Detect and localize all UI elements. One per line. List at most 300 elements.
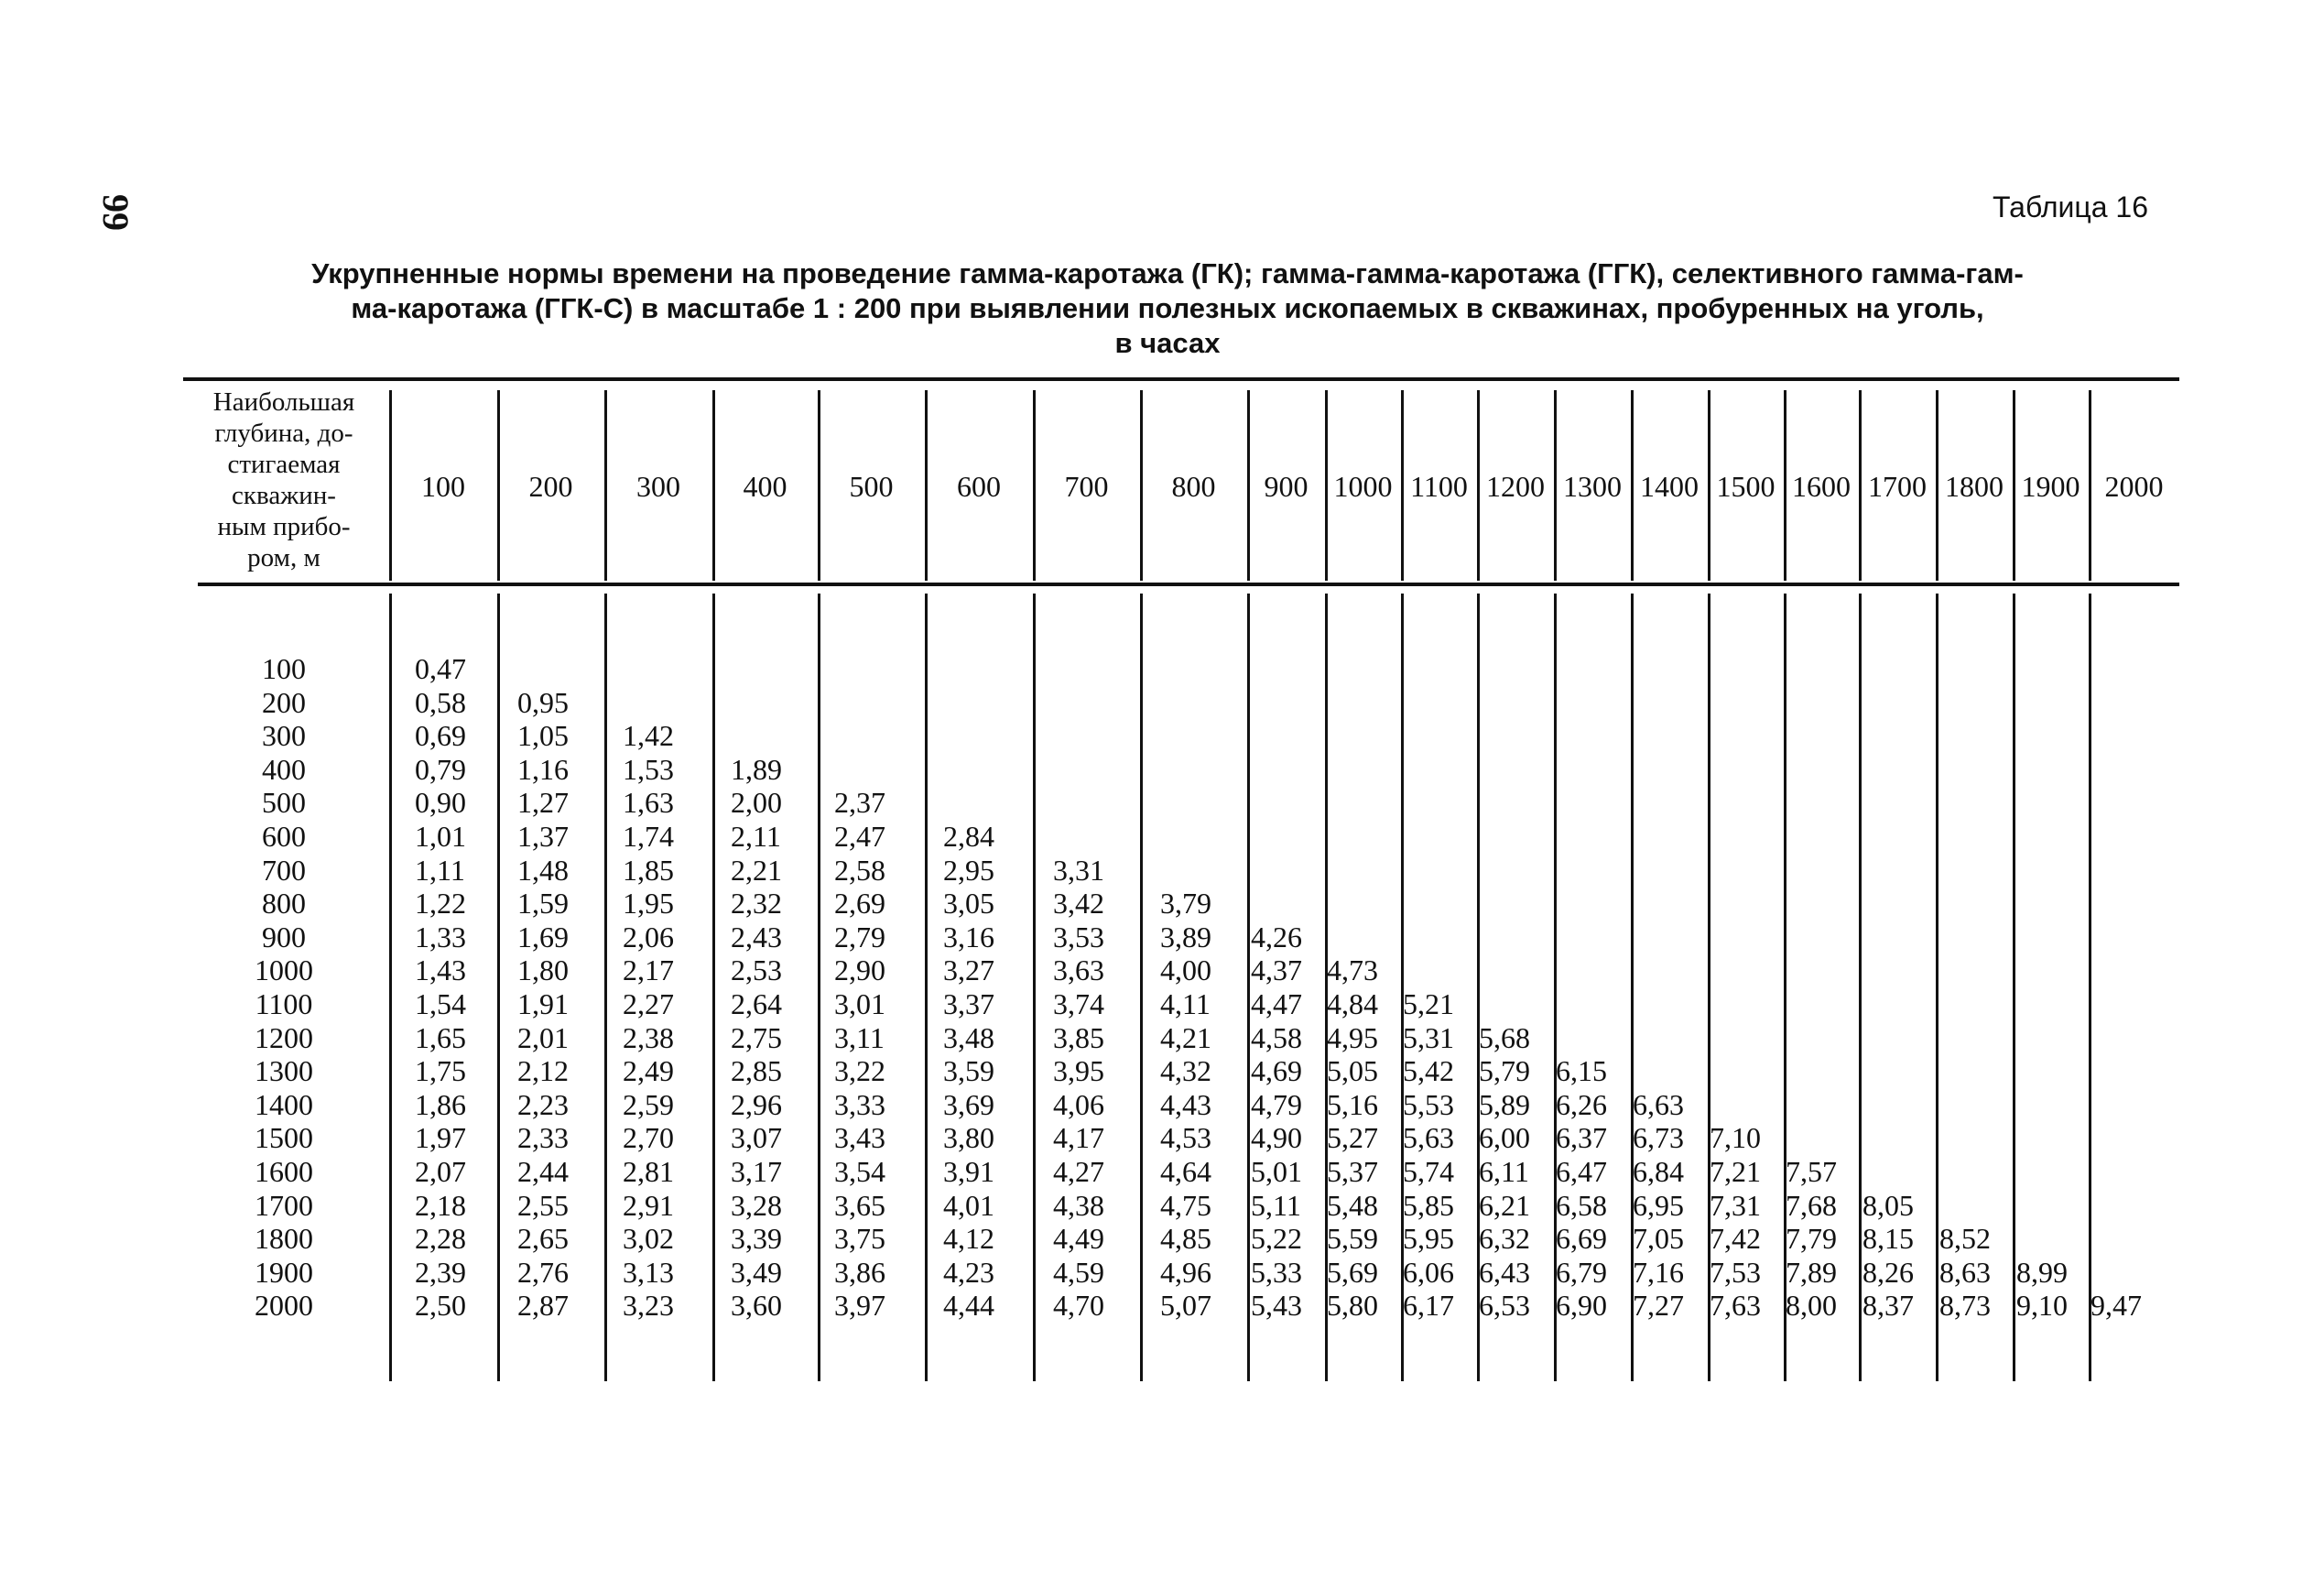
row-depth-label: 600 (262, 819, 306, 853)
table-cell: 2,81 (623, 1154, 674, 1188)
table-cell: 6,73 (1633, 1121, 1684, 1155)
table-cell: 4,21 (1160, 1020, 1211, 1054)
table-cell: 2,38 (623, 1020, 674, 1054)
table-cell: 3,89 (1160, 920, 1211, 953)
body-column-divider (1033, 594, 1036, 1381)
table-cell: 6,69 (1556, 1222, 1607, 1256)
table-cell: 5,89 (1479, 1087, 1530, 1121)
header-column-divider (1140, 390, 1143, 581)
table-cell: 1,95 (623, 887, 674, 921)
table-cell: 3,31 (1053, 853, 1104, 887)
table-cell: 7,21 (1710, 1154, 1761, 1188)
table-cell: 8,00 (1786, 1289, 1837, 1323)
table-cell: 4,11 (1160, 986, 1211, 1020)
header-column-divider (1708, 390, 1710, 581)
table-cell: 1,85 (623, 853, 674, 887)
value-column-1200 (1479, 652, 1530, 1323)
table-cell: 8,99 (2016, 1255, 2068, 1289)
table-cell: 0,47 (415, 652, 466, 685)
table-cell: 2,79 (834, 920, 885, 953)
table-cell: 1,27 (517, 786, 569, 820)
table-cell: 5,74 (1403, 1154, 1454, 1188)
table-cell: 4,64 (1160, 1154, 1211, 1188)
table-cell: 6,63 (1633, 1087, 1684, 1121)
table-cell: 5,85 (1403, 1188, 1454, 1222)
table-cell: 3,85 (1053, 1020, 1104, 1054)
row-depth-label: 1300 (255, 1054, 313, 1088)
body-column-divider (1140, 594, 1143, 1381)
table-cell: 7,31 (1710, 1188, 1761, 1222)
table-cell: 2,39 (415, 1255, 466, 1289)
table-cell: 5,16 (1327, 1087, 1378, 1121)
table-cell: 1,22 (415, 887, 466, 921)
table-cell: 4,43 (1160, 1087, 1211, 1121)
body-column-divider (1936, 594, 1938, 1381)
table-cell: 7,79 (1786, 1222, 1837, 1256)
table-cell: 2,47 (834, 819, 885, 853)
value-column-1500 (1710, 652, 1761, 1323)
table-cell: 0,58 (415, 685, 466, 719)
table-cell: 2,96 (731, 1087, 782, 1121)
table-cell: 3,48 (943, 1020, 994, 1054)
table-cell: 2,58 (834, 853, 885, 887)
table-cell: 5,59 (1327, 1222, 1378, 1256)
table-cell: 2,01 (517, 1020, 569, 1054)
column-header-1900: 1900 (2021, 469, 2080, 503)
body-column-divider (712, 594, 715, 1381)
table-cell: 5,21 (1403, 986, 1454, 1020)
table-cell: 2,53 (731, 953, 782, 987)
column-header-1300: 1300 (1563, 469, 1622, 503)
table-cell: 8,37 (1862, 1289, 1914, 1323)
table-cell: 6,79 (1556, 1255, 1607, 1289)
table-cell: 3,69 (943, 1087, 994, 1121)
row-depth-label: 1700 (255, 1188, 313, 1222)
header-column-divider (2013, 390, 2015, 581)
table-cell: 1,33 (415, 920, 466, 953)
row-depth-label: 1100 (255, 986, 313, 1020)
table-cell: 5,37 (1327, 1154, 1378, 1188)
depth-header-line: Наибольшая (212, 387, 355, 417)
table-cell: 3,39 (731, 1222, 782, 1256)
row-depth-label: 1200 (255, 1020, 313, 1054)
header-column-divider (2089, 390, 2091, 581)
table-cell: 1,86 (415, 1087, 466, 1121)
table-cell: 6,00 (1479, 1121, 1530, 1155)
table-cell: 5,31 (1403, 1020, 1454, 1054)
table-cell: 3,75 (834, 1222, 885, 1256)
value-column-200 (517, 652, 569, 1323)
table-cell: 3,65 (834, 1188, 885, 1222)
table-cell: 7,10 (1710, 1121, 1761, 1155)
table-cell: 4,79 (1251, 1087, 1302, 1121)
header-column-divider (712, 390, 715, 581)
table-cell: 0,69 (415, 719, 466, 753)
table-cell: 1,91 (517, 986, 569, 1020)
table-cell: 4,06 (1053, 1087, 1104, 1121)
column-header-500: 500 (849, 469, 894, 503)
table-cell: 8,05 (1862, 1188, 1914, 1222)
table-cell: 2,21 (731, 853, 782, 887)
body-column-divider (604, 594, 607, 1381)
value-column-300 (623, 652, 674, 1323)
depth-header-line: скважин- (232, 481, 336, 510)
table-cell: 7,05 (1633, 1222, 1684, 1256)
table-cell: 2,12 (517, 1054, 569, 1088)
table-cell: 2,49 (623, 1054, 674, 1088)
table-cell: 6,58 (1556, 1188, 1607, 1222)
row-depth-label: 1800 (255, 1222, 313, 1256)
table-cell: 4,17 (1053, 1121, 1104, 1155)
value-column-100 (415, 652, 466, 1323)
table-cell: 1,75 (415, 1054, 466, 1088)
header-column-divider (1401, 390, 1404, 581)
table-title (183, 256, 2152, 361)
table-cell: 2,37 (834, 786, 885, 820)
table-cell: 7,42 (1710, 1222, 1761, 1256)
value-column-1000 (1327, 652, 1378, 1323)
table-cell: 2,87 (517, 1289, 569, 1323)
column-header-100: 100 (421, 469, 465, 503)
table-cell: 2,69 (834, 887, 885, 921)
table-cell: 5,27 (1327, 1121, 1378, 1155)
table-cell: 1,54 (415, 986, 466, 1020)
table-cell: 1,43 (415, 953, 466, 987)
table-cell: 7,16 (1633, 1255, 1684, 1289)
header-column-divider (925, 390, 928, 581)
table-cell: 6,21 (1479, 1188, 1530, 1222)
table-cell: 2,75 (731, 1020, 782, 1054)
column-header-400: 400 (743, 469, 787, 503)
table-cell: 2,64 (731, 986, 782, 1020)
depth-column-header (179, 387, 388, 573)
table-cell: 1,11 (415, 853, 465, 887)
table-cell: 4,44 (943, 1289, 994, 1323)
table-cell: 3,74 (1053, 986, 1104, 1020)
body-column-divider (925, 594, 928, 1381)
value-column-1300 (1556, 652, 1607, 1323)
value-column-900 (1251, 652, 1302, 1323)
table-cell: 3,60 (731, 1289, 782, 1323)
body-column-divider (497, 594, 500, 1381)
header-column-divider (1554, 390, 1557, 581)
table-cell: 5,69 (1327, 1255, 1378, 1289)
table-cell: 5,07 (1160, 1289, 1211, 1323)
value-column-1800 (1939, 652, 1991, 1323)
table-cell: 5,33 (1251, 1255, 1302, 1289)
header-bottom-rule (198, 583, 2179, 586)
depth-header-line: глубина, до- (214, 419, 353, 448)
table-cell: 4,90 (1251, 1121, 1302, 1155)
table-cell: 6,26 (1556, 1087, 1607, 1121)
row-depth-label: 900 (262, 920, 306, 953)
row-depth-label: 2000 (255, 1289, 313, 1323)
table-cell: 2,91 (623, 1188, 674, 1222)
table-cell: 3,53 (1053, 920, 1104, 953)
title-line-2: ма-каротажа (ГГК-С) в масштабе 1 : 200 при выявлении полезных ископаемых в скважинах, пробуренных на уголь, (351, 292, 1984, 324)
table-cell: 1,48 (517, 853, 569, 887)
table-cell: 6,15 (1556, 1054, 1607, 1088)
table-cell: 1,74 (623, 819, 674, 853)
table-cell: 4,47 (1251, 986, 1302, 1020)
table-cell: 5,79 (1479, 1054, 1530, 1088)
header-column-divider (1477, 390, 1480, 581)
table-cell: 3,07 (731, 1121, 782, 1155)
table-cell: 3,79 (1160, 887, 1211, 921)
table-cell: 3,80 (943, 1121, 994, 1155)
table-cell: 2,07 (415, 1154, 466, 1188)
table-cell: 4,37 (1251, 953, 1302, 987)
table-cell: 1,05 (517, 719, 569, 753)
table-cell: 3,02 (623, 1222, 674, 1256)
table-cell: 2,00 (731, 786, 782, 820)
table-cell: 5,95 (1403, 1222, 1454, 1256)
table-cell: 4,32 (1160, 1054, 1211, 1088)
table-cell: 6,06 (1403, 1255, 1454, 1289)
table-cell: 6,37 (1556, 1121, 1607, 1155)
table-cell: 2,11 (731, 819, 781, 853)
depth-header-line: ным прибо- (217, 512, 351, 541)
table-cell: 4,75 (1160, 1188, 1211, 1222)
body-column-divider (2013, 594, 2015, 1381)
column-header-1700: 1700 (1868, 469, 1927, 503)
column-header-2000: 2000 (2104, 469, 2164, 503)
table-cell: 6,17 (1403, 1289, 1454, 1323)
header-column-divider (1936, 390, 1938, 581)
body-column-divider (389, 594, 392, 1381)
table-cell: 3,11 (834, 1020, 885, 1054)
table-cell: 2,90 (834, 953, 885, 987)
column-header-600: 600 (957, 469, 1001, 503)
table-cell: 7,63 (1710, 1289, 1761, 1323)
table-cell: 3,17 (731, 1154, 782, 1188)
row-depth-label: 300 (262, 719, 306, 753)
table-cell: 5,05 (1327, 1054, 1378, 1088)
table-cell: 3,33 (834, 1087, 885, 1121)
row-depth-column (211, 652, 357, 1323)
table-cell: 1,37 (517, 819, 569, 853)
table-cell: 2,55 (517, 1188, 569, 1222)
table-cell: 3,22 (834, 1054, 885, 1088)
table-cell: 3,59 (943, 1054, 994, 1088)
table-cell: 2,59 (623, 1087, 674, 1121)
header-column-divider (1247, 390, 1250, 581)
table-cell: 2,17 (623, 953, 674, 987)
table-cell: 1,80 (517, 953, 569, 987)
table-cell: 2,23 (517, 1087, 569, 1121)
table-cell: 6,47 (1556, 1154, 1607, 1188)
table-cell: 7,53 (1710, 1255, 1761, 1289)
table-cell: 5,43 (1251, 1289, 1302, 1323)
table-cell: 4,27 (1053, 1154, 1104, 1188)
column-header-1500: 1500 (1716, 469, 1776, 503)
table-cell: 2,95 (943, 853, 994, 887)
table-cell: 4,38 (1053, 1188, 1104, 1222)
table-cell: 4,70 (1053, 1289, 1104, 1323)
value-column-2000 (2091, 652, 2142, 1323)
page-number: 99 (95, 194, 136, 231)
table-cell: 2,76 (517, 1255, 569, 1289)
table-cell: 3,43 (834, 1121, 885, 1155)
table-cell: 4,85 (1160, 1222, 1211, 1256)
column-header-1200: 1200 (1486, 469, 1545, 503)
table-cell: 4,84 (1327, 986, 1378, 1020)
row-depth-label: 400 (262, 752, 306, 786)
table-cell: 8,26 (1862, 1255, 1914, 1289)
row-depth-label: 200 (262, 685, 306, 719)
table-cell: 1,53 (623, 752, 674, 786)
table-cell: 2,85 (731, 1054, 782, 1088)
table-cell: 4,12 (943, 1222, 994, 1256)
table-cell: 3,42 (1053, 887, 1104, 921)
table-cell: 3,54 (834, 1154, 885, 1188)
table-cell: 5,01 (1251, 1154, 1302, 1188)
table-cell: 7,27 (1633, 1289, 1684, 1323)
row-depth-label: 1400 (255, 1087, 313, 1121)
title-line-3: в часах (1114, 327, 1221, 359)
table-cell: 3,27 (943, 953, 994, 987)
row-depth-label: 800 (262, 887, 306, 921)
body-column-divider (1859, 594, 1862, 1381)
value-column-800 (1160, 652, 1211, 1323)
table-cell: 3,23 (623, 1289, 674, 1323)
column-header-1400: 1400 (1640, 469, 1699, 503)
table-cell: 4,53 (1160, 1121, 1211, 1155)
table-cell: 3,37 (943, 986, 994, 1020)
column-header-1000: 1000 (1333, 469, 1393, 503)
table-cell: 1,69 (517, 920, 569, 953)
title-line-1: Укрупненные нормы времени на проведение гамма-каротажа (ГК); гамма-гамма-каротажа (ГГК), селективного гамма-гам- (311, 257, 2024, 289)
table-cell: 1,42 (623, 719, 674, 753)
header-column-divider (818, 390, 820, 581)
table-cell: 3,05 (943, 887, 994, 921)
table-cell: 3,13 (623, 1255, 674, 1289)
table-cell: 1,16 (517, 752, 569, 786)
row-depth-label: 100 (262, 652, 306, 685)
row-depth-label: 1500 (255, 1121, 313, 1155)
table-cell: 2,50 (415, 1289, 466, 1323)
table-cell: 4,59 (1053, 1255, 1104, 1289)
table-cell: 7,57 (1786, 1154, 1837, 1188)
table-cell: 6,32 (1479, 1222, 1530, 1256)
column-header-900: 900 (1264, 469, 1309, 503)
table-top-rule (183, 377, 2179, 381)
table-cell: 2,27 (623, 986, 674, 1020)
table-cell: 8,73 (1939, 1289, 1991, 1323)
table-cell: 3,16 (943, 920, 994, 953)
column-header-200: 200 (528, 469, 573, 503)
table-cell: 5,63 (1403, 1121, 1454, 1155)
table-cell: 2,33 (517, 1121, 569, 1155)
table-cell: 4,58 (1251, 1020, 1302, 1054)
table-cell: 4,95 (1327, 1020, 1378, 1054)
table-cell: 7,89 (1786, 1255, 1837, 1289)
table-cell: 3,86 (834, 1255, 885, 1289)
value-column-1900 (2016, 652, 2068, 1323)
table-cell: 2,44 (517, 1154, 569, 1188)
table-cell: 4,23 (943, 1255, 994, 1289)
table-cell: 5,48 (1327, 1188, 1378, 1222)
table-cell: 6,90 (1556, 1289, 1607, 1323)
table-cell: 1,89 (731, 752, 782, 786)
table-cell: 3,01 (834, 986, 885, 1020)
table-cell: 1,59 (517, 887, 569, 921)
body-column-divider (1247, 594, 1250, 1381)
table-label: Таблица 16 (1993, 191, 2148, 223)
table-cell: 1,65 (415, 1020, 466, 1054)
header-column-divider (604, 390, 607, 581)
table-cell: 3,95 (1053, 1054, 1104, 1088)
table-cell: 2,43 (731, 920, 782, 953)
header-column-divider (1859, 390, 1862, 581)
table-cell: 3,28 (731, 1188, 782, 1222)
table-cell: 5,53 (1403, 1087, 1454, 1121)
table-cell: 4,73 (1327, 953, 1378, 987)
row-depth-label: 1600 (255, 1154, 313, 1188)
table-cell: 1,01 (415, 819, 466, 853)
value-column-700 (1053, 652, 1104, 1323)
table-cell: 4,96 (1160, 1255, 1211, 1289)
table-cell: 0,95 (517, 685, 569, 719)
column-header-700: 700 (1064, 469, 1109, 503)
table-cell: 2,06 (623, 920, 674, 953)
header-column-divider (1325, 390, 1328, 581)
table-cell: 2,28 (415, 1222, 466, 1256)
table-cell: 7,68 (1786, 1188, 1837, 1222)
body-column-divider (818, 594, 820, 1381)
table-cell: 1,97 (415, 1121, 466, 1155)
table-cell: 5,80 (1327, 1289, 1378, 1323)
table-cell: 2,65 (517, 1222, 569, 1256)
header-column-divider (389, 390, 392, 581)
header-column-divider (1784, 390, 1786, 581)
table-cell: 4,26 (1251, 920, 1302, 953)
table-cell: 6,43 (1479, 1255, 1530, 1289)
table-cell: 2,32 (731, 887, 782, 921)
column-header-1800: 1800 (1945, 469, 2004, 503)
table-cell: 6,53 (1479, 1289, 1530, 1323)
value-column-1100 (1403, 652, 1454, 1323)
row-depth-label: 700 (262, 853, 306, 887)
table-cell: 5,11 (1251, 1188, 1301, 1222)
table-cell: 6,11 (1479, 1154, 1529, 1188)
depth-header-line: ром, м (247, 543, 320, 572)
column-header-300: 300 (636, 469, 680, 503)
table-cell: 6,95 (1633, 1188, 1684, 1222)
table-cell: 8,52 (1939, 1222, 1991, 1256)
header-column-divider (1033, 390, 1036, 581)
table-cell: 4,69 (1251, 1054, 1302, 1088)
table-cell: 3,63 (1053, 953, 1104, 987)
row-depth-label: 500 (262, 786, 306, 820)
value-column-1700 (1862, 652, 1914, 1323)
table-cell: 4,00 (1160, 953, 1211, 987)
table-cell: 5,68 (1479, 1020, 1530, 1054)
table-cell: 4,01 (943, 1188, 994, 1222)
table-cell: 2,84 (943, 819, 994, 853)
value-column-500 (834, 652, 885, 1323)
value-column-1600 (1786, 652, 1837, 1323)
table-cell: 1,63 (623, 786, 674, 820)
table-cell: 8,15 (1862, 1222, 1914, 1256)
header-column-divider (1631, 390, 1634, 581)
table-cell: 2,70 (623, 1121, 674, 1155)
table-cell: 0,90 (415, 786, 466, 820)
value-column-600 (943, 652, 994, 1323)
column-header-1100: 1100 (1410, 469, 1468, 503)
table-cell: 5,42 (1403, 1054, 1454, 1088)
table-cell: 4,49 (1053, 1222, 1104, 1256)
